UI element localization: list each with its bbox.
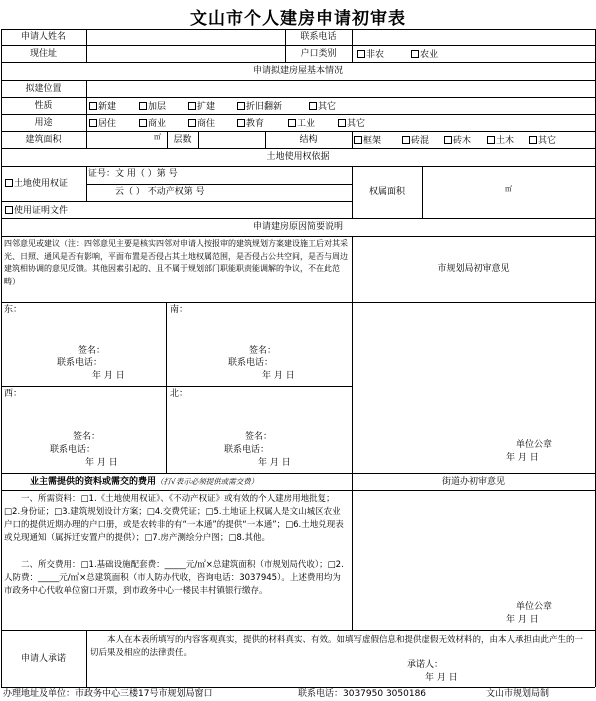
structure-option-other[interactable]: 其它 [529, 136, 556, 146]
street-stamp-date: 年 月 日 [506, 615, 539, 625]
materials-heading: 业主需提供的资料或需交的费用（打√表示必须提供或需交费） [30, 477, 259, 487]
structure-option-brick-concrete[interactable]: 砖混 [402, 136, 429, 146]
north-date: 年 月 日 [258, 458, 291, 468]
usage-option-education[interactable]: 教育 [237, 119, 264, 129]
required-materials-text: 一、所需资料：□1.《土地使用权证》、《不动产权证》或有效的个人建房用地批复；□2.身份证；□3.建筑规划设计方案；□4.交费凭证；□5.土地证上权属人是文山城区农业户口的提供近期办理的户口册，或是农转非的有“一本通”的提供“一本通”；□6.土地兑现表或兑现通知（属拆迁安置户的提供）；□7.房产测绘分户图；□8.其他。 [4, 494, 344, 543]
north-phone-label: 联系电话： [224, 445, 270, 455]
applicant-name-field[interactable] [90, 31, 282, 44]
footer-maker: 文山市规划局制 [486, 689, 550, 699]
applicant-name-label: 申请人姓名 [20, 32, 66, 42]
east-label: 东： [4, 305, 23, 315]
nature-option-extend[interactable]: 扩建 [188, 102, 215, 112]
nature-option-other[interactable]: 其它 [309, 102, 336, 112]
street-stamp-label: 单位公章 [516, 602, 553, 612]
hukou-nonagri-checkbox[interactable]: 非农 [357, 50, 384, 60]
hukou-agri-checkbox[interactable]: 农业 [411, 50, 438, 60]
area-unit: ㎡ [154, 133, 161, 141]
street-opinion-label: 街道办初审意见 [441, 477, 505, 487]
structure-option-brick-wood[interactable]: 砖木 [444, 136, 471, 146]
phone-field[interactable] [356, 31, 592, 44]
nature-option-addfloor[interactable]: 加层 [139, 102, 166, 112]
east-phone-label: 联系电话： [57, 358, 103, 368]
required-fees-text: 二、所交费用：□1.基础设施配套费：_____元/㎡×总建筑面积（市规划局代收）；□2.人防费：_____元/㎡×总建筑面积（市人防办代收，咨询电话：3037945）。上述费用均为市政务中心代收单位窗口开票，到市政务中心一楼民丰村镇银行缴存。 [4, 560, 344, 596]
usage-option-residential[interactable]: 居住 [89, 119, 116, 129]
phone-label: 联系电话 [300, 32, 337, 42]
location-field[interactable] [90, 82, 590, 95]
north-sign-label: 签名： [245, 432, 273, 442]
west-date: 年 月 日 [85, 458, 118, 468]
promise-date: 年 月 日 [425, 673, 458, 683]
promise-signer-label: 承诺人： [407, 660, 444, 670]
hukou-label: 户口类别 [300, 49, 337, 59]
usage-option-commercial[interactable]: 商业 [139, 119, 166, 129]
footer-address: 办理地址及单位：市政务中心三楼17号市规划局窗口 [3, 689, 213, 699]
owned-area-label: 权属面积 [368, 187, 405, 197]
south-date: 年 月 日 [262, 371, 295, 381]
neighbor-intro-text: 四邻意见或建议（注：四邻意见主要是核实四邻对申请人按报审的建筑规划方案建设施工后对其采光、日照、通风是否有影响，平面布置是否侵占其土地权属范围，是否侵占公共空间，是否与周边建筑相协调的意见反馈。其他因素引起的、且不属于规划部门职能职责能调解的争议，不在此范畴） [4, 239, 348, 286]
page-title: 文山市个人建房申请初审表 [190, 9, 406, 29]
promise-text: 本人在本表所填写的内容客观真实，提供的材料真实、有效。如填写虚假信息和提供虚假无效材料的，由本人承担由此产生的一切后果及相应的法律责任。 [90, 635, 584, 658]
section-reason-heading: 申请建房原因简要说明 [252, 222, 343, 232]
structure-option-frame[interactable]: 框架 [354, 136, 381, 146]
section-land-heading: 土地使用权依据 [266, 152, 330, 162]
address-label: 现住址 [29, 49, 57, 59]
land-cert-checkbox[interactable]: 土地使用权证 [5, 179, 68, 189]
use-doc-checkbox[interactable]: 使用证明文件 [5, 206, 68, 216]
bureau-stamp-label: 单位公章 [516, 440, 553, 450]
nature-option-new[interactable]: 新建 [89, 102, 116, 112]
floors-label: 层数 [173, 135, 192, 145]
bureau-stamp-date: 年 月 日 [506, 453, 539, 463]
north-label: 北： [170, 389, 189, 399]
address-field[interactable] [90, 48, 282, 61]
area-field[interactable] [90, 134, 150, 147]
land-cert-number-line2: 云（ ） 不动产权第 号 [115, 187, 205, 197]
structure-option-earth-wood[interactable]: 土木 [487, 136, 514, 146]
west-label: 西： [4, 389, 23, 399]
south-label: 南： [170, 305, 189, 315]
usage-option-industrial[interactable]: 工业 [288, 119, 315, 129]
nature-option-rebuild[interactable]: 折旧翻新 [237, 102, 282, 112]
west-phone-label: 联系电话： [50, 445, 96, 455]
usage-option-other[interactable]: 其它 [338, 119, 365, 129]
usage-label: 用途 [34, 118, 53, 128]
footer-phone: 联系电话：3037950 3050186 [298, 689, 427, 699]
owned-area-field[interactable] [426, 183, 501, 197]
structure-label: 结构 [299, 135, 318, 145]
bureau-opinion-label: 市规划局初审意见 [437, 264, 510, 274]
owned-area-unit: ㎡ [505, 185, 512, 193]
nature-label: 性质 [34, 101, 53, 111]
usage-option-mixed[interactable]: 商住 [188, 119, 215, 129]
area-label: 建筑面积 [25, 135, 62, 145]
section-basic-heading: 申请拟建房屋基本情况 [252, 66, 343, 76]
promise-label: 申请人承诺 [20, 654, 66, 664]
land-cert-number-line1: 证号：文 用（ ）第 号 [88, 169, 178, 179]
east-sign-label: 签名： [78, 346, 106, 356]
location-label: 拟建位置 [25, 84, 62, 94]
south-sign-label: 签名： [249, 346, 277, 356]
floors-field[interactable] [201, 134, 261, 147]
east-date: 年 月 日 [92, 371, 125, 381]
south-phone-label: 联系电话： [228, 358, 274, 368]
west-sign-label: 签名： [73, 432, 101, 442]
